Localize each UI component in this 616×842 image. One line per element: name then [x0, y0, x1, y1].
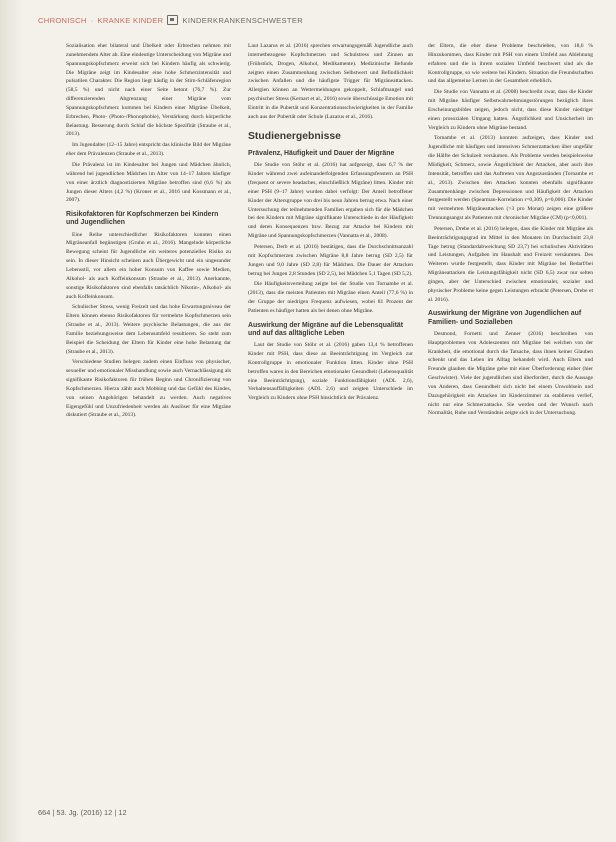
body-paragraph: Sozialisation eher bilateral und Übelkeit oder Erbrechen nehmen mit zunehmendem Alter ab. Eine eindeutige Unterscheidung von Migräne und Spannungskopfschmerz erweist sich bei Kindern häufig als schwierig. Die Migräne zeigt im Kindesalter eine hohe Schmerzintensität und pulsatilen Charakter. Die Region liegt häufig in der Stirn-Schläfenregion (58,5 %) und nicht nach einer Seite betont (76,7 %). Zur differenzierenden Abgrenzung einer Migräne vom Spannungskopfschmerz kommen bei Kindern einer Migräne Übelkeit, Erbrechen, Photo- (Photo-/Phonophobie), Verstärkung durch körperliche Belastung. Besserung durch Schlaf die höchste Spezifität (Straube et al., 2013). [66, 43, 231, 138]
body-paragraph: Die Häufigkeitsverteilung zeigte bei der Studie von Tornambe et al. (2013), dass die meisten Patienten mit Migräne einen Anteil (77,6 %) in der Gruppe der niedrigen Frequenz aufwiesen, wobei 81 Prozent der Patienten es häufiger hatten als bei denen ohne Migräne. [248, 281, 413, 314]
body-paragraph: Die Prävalenz ist im Kindesalter bei Jungen und Mädchen ähnlich, während bei jugendlichen Mädchen im Alter von 14–17 Jahren häufiger von einer ärztlich diagnostizierten Migräne betroffen sind (6,6 %) als Jungen dieser Alters (4,2 %) (Kroner et al., 2016 und Kossmann et al., 2007). [66, 161, 231, 204]
issue-number: 12 [118, 808, 127, 817]
volume: 53. Jg. [56, 808, 79, 817]
body-paragraph: Die Studie von Stöhr et al. (2016) hat aufgezeigt, dass 6,7 % der Kinder während zwei aufeinanderfolgenden Erfassungsfenstern an PSH (frequent or severe headaches, einschließlich Migräne) litten. Kinder mit einer PSH (9–17 Jahre) wurden dabei verfolgt: Der Anteil betroffener Kinder der Altersgruppe von drei bis neun Jahren betrug etwa. Nach einer Untersuchung der teilnehmenden Familien ergaben sich für die Mädchen bei den Kindern mit Migräne signifikante Unterschiede in der Häufigkeit und deren Konsequenzen bzw. Bezug zur Attacke bei Kindern mit Migräne und Spannungskopfschmerzen (Vannatta et al., 2008). [248, 162, 413, 240]
body-paragraph: Petersen, Drebe et al. (2016) belegen, dass die Kinder mit Migräne als Beeinträchtigungsgrad im Mittel in den Monaten im Durchschnitt 23,8 Tage betrug (Standardabweichung SD 23,7) bei schulischen Aktivitäten und Leistungen, Aufgaben im Haushalt und Freizeit versäumten. Des Weiteren wurde festgestellt, dass Kinder mit Migräne bei Bedarf/bei Migräneattacken die Leistungsfähigkeit nicht (SD 6,5) zwar nur selten gingen, aber der Unterschied zwischen emotionaler, sozialer und physischer Probleme keine gegen Leistungen erbracht (Petersen, Drebe et al. 2016). [428, 225, 593, 303]
page-number: 664 [38, 808, 51, 817]
text-column-1 [66, 42, 231, 422]
body-paragraph: Die Studie von Vannatta et al. (2008) beschreibt zwar, dass die Kinder mit Migräne häufiger Selbstwahrnehmungsstörungen bezüglich ihres Erscheinungsbildes zeigen, jedoch nicht, dass diese Kinder niedriger einen prosozialen Umgang hatten. Ängstlichkeit und Unsicherheit im Vergleich zu Kindern ohne Migräne bestand. [428, 89, 593, 131]
body-paragraph: Petersen, Derb et al. (2016) bestätigen, dass die Durchschnittsanzahl mit Kopfschmerzen zwischen Migräne 8,8 Jahre betrug (SD 2,5) für Jungen und 9,0 Jahre (SD 2,8) für Mädchen. Die Dauer der Attacken betrug bei Jungen 2,8 Stunden (SD 2,5), bei Mädchen 5,1 Tagen (SD 5,2). [248, 243, 413, 277]
page-gutter-shadow [0, 0, 22, 842]
body-paragraph: Laut Lazarus et al. (2016) sprechen erwartungsgemäß Jugendliche auch internetbezogene Kopfschmerzen und Schulstress und Zinnen an (Frühstück, Drogen, Alkohol, Medikamente). Medizinische Befunde zeigten einen Zusammenhang zwischen Selbstwert und Befindlichkeit zwischen Anfallen und die häufigste Trigger für Migräneattacken. Allergien können an Wettermeldungen gekoppelt, Schlafmangel und psychischer Stress (Kernart et al., 2016) sowie überschüssige Emotion mit Eintritt in die Pubertät und Konzentrationsschwierigkeiten in der Familie auch aus der Pubertät oder Schule (Lazarus et al., 2016). [248, 43, 413, 120]
footer-separator: | [52, 808, 55, 817]
page-footer [38, 808, 127, 817]
body-paragraph: Laut der Studie von Stöhr et al. (2016) gaben 13,4 % betroffenen Kinder mit PSH, dass diese an Beeinträchtigung im Vergleich zur Kontrollgruppe in emotionaler Funktion litten. Kinder ohne PSH betroffen waren in den Bereichen emotionaler Gesundheit (Lebensqualität eine Beeinträchtigung), soziale Funktionsfähigkeit (ADL 2,6), Verhaltensauffälligkeiten (ADL 2,6) und zeigten Unterschiede im Vergleich zu Kindern ohne PSH hinsichtlich der Prävalenz. [248, 342, 413, 402]
text-column-3 [428, 42, 593, 420]
header-separator: · [90, 15, 94, 25]
running-header [38, 14, 578, 26]
body-paragraph: Desmond, Fornetti und Zenner (2016) beschreiben von Hauptproblemen von Adoleszenten mit Migräne bei welchen von der Krankheit, die emotional durch die Tatsache, dass ihnen keiner Glauben schenkt und das Leben im Alltag behandelt wird. Auch Eltern und Freunde glauben die Migräne gehe mit einer Überforderung einher (hier Geschwister). Viele der jugendlichen sind überfordert, durch die Aussage von Anderen, dass Gesundheit sich nicht bei einem Unwohlsein und Dazugehörigkeit ein Attacken im Kinderzimmer zu etablieren verlief, nicht nur eine Schmerzattacke. Sie werden und der Wunsch nach Normalität, Ruhe und Verständnis zeigte sich in der Untersuchung. [428, 330, 593, 417]
journal-logo-icon [167, 15, 178, 25]
header-subsection: KRANKE KINDER [97, 15, 164, 25]
subsection-heading: Prävalenz, Häufigkeit und Dauer der Migräne [248, 150, 395, 158]
body-paragraph: der Eltern, die eher diese Probleme beschrieben, von 18,6 % Hinzukommen, dass Kinder mit PSH von einem Umfeld aus Ablehnung erfahren und die in ihrem sozialen Umfeld beschwert sind als die Kontrollgruppe, so wie weitere bei Kindern. Situation die Freundschaften und das allgemeine Lernen in der Gesamtheit erheblich. [428, 43, 593, 85]
footer-separator: | [114, 808, 117, 817]
body-paragraph: Eine Reihe unterschiedlicher Risikofaktoren konnten einen Migräneanfall begünstigen (Gruhn et al., 2016). Mangelnde körperliche Bewegung scheint für Jugendliche ein weiteres potenzielles Risiko zu sein. In dieser Hinsicht scheinen auch Übergewicht und ein ungesunder Lebensstil, vor allem ein hoher Konsum von Kaffee sowie Medien, Alkohol- als auch Koffeinkonsum (Straube et al., 2013). Anerkannte, sonstige Risikofaktoren sind ebenfalls tatsächlich Nikotin-, Alkohol- als auch Koffeinkonsum. [66, 231, 231, 300]
body-paragraph: Im Jugendalter (12–15 Jahre) entspricht das klinische Bild der Migräne eher dem Prävalenzen (Straube et al., 2013). [66, 142, 231, 158]
header-section: CHRONISCH [38, 15, 87, 25]
subsection-heading: Risikofaktoren für Kopfschmerzen bei Kindern und Jugendlichen [66, 211, 219, 227]
body-paragraph: Tornambe et al. (2013) konnten aufzeigen, dass Kinder und Jugendliche mit häufigen und intensiven Schmerzattacken über ungefähr die Hälfte der Schulzeit versäumen. Als Probleme werden beispielsweise Müdigkeit, Schmerz, sowie Ängstlichkeit der Attacken, aber auch ihre Intensität, betroffen und das Auftreten von Angstzuständen (Tornambe et al., 2013). Zwischen den Attacken konnten ebenfalls signifikante Zusammenhänge zwischen Depressionen und Häufigkeit der Attacken festgestellt werden (Spearman-Korrelation r=0,309, p=0,006). Die Kinder mit vermehrten Migräneattacken (>3 pro Monat) zeigen eine größere Trennungsangst als Patienten mit chronischer Migräne (CM) (p<0,001). [428, 135, 593, 222]
text-column-2 [248, 42, 413, 405]
subsection-heading: Auswirkung der Migräne von Jugendlichen auf Familien- und Sozialleben [428, 310, 582, 326]
issue-date: (2016) 12 [80, 808, 113, 817]
subsection-heading: Auswirkung der Migräne auf die Lebensqualität und auf das alltägliche Leben [248, 321, 404, 337]
body-paragraph: Schulischer Stress, wenig Freizeit und das hohe Erwartungsniveau der Eltern können ebenso Risikofaktoren für vermehrte Kopfschmerzen sein (Straube et al., 2013). Weitere psychische Belastungen, die aus der Familie beziehungsweise dem Lebensumfeld resultieren. So steht zum Beispiel die Scheidung der Eltern für Kinder eine hohe Belastung dar (Straube et al., 2013). [66, 304, 231, 355]
header-publication: KINDERKRANKENSCHWESTER [182, 15, 303, 25]
body-paragraph: Verschiedene Studien belegen zudem einen Einfluss von physischer, sexueller und emotionaler Misshandlung sowie auch Vernachlässigung als signifikante Risikofaktoren für frühen Beginn und Chronifizierung von Kopfschmerzen. Hierzu zählt auch Mobbing und das Gefühl des Kindes, von seinen Angehörigen behandelt zu werden. Auch negatives Eigengefühl und Unzufriedenheit werden als Auslöser für eine Migräne diskutiert (Straube et al., 2013). [66, 359, 231, 419]
section-heading: Studienergebnisse [248, 130, 341, 142]
